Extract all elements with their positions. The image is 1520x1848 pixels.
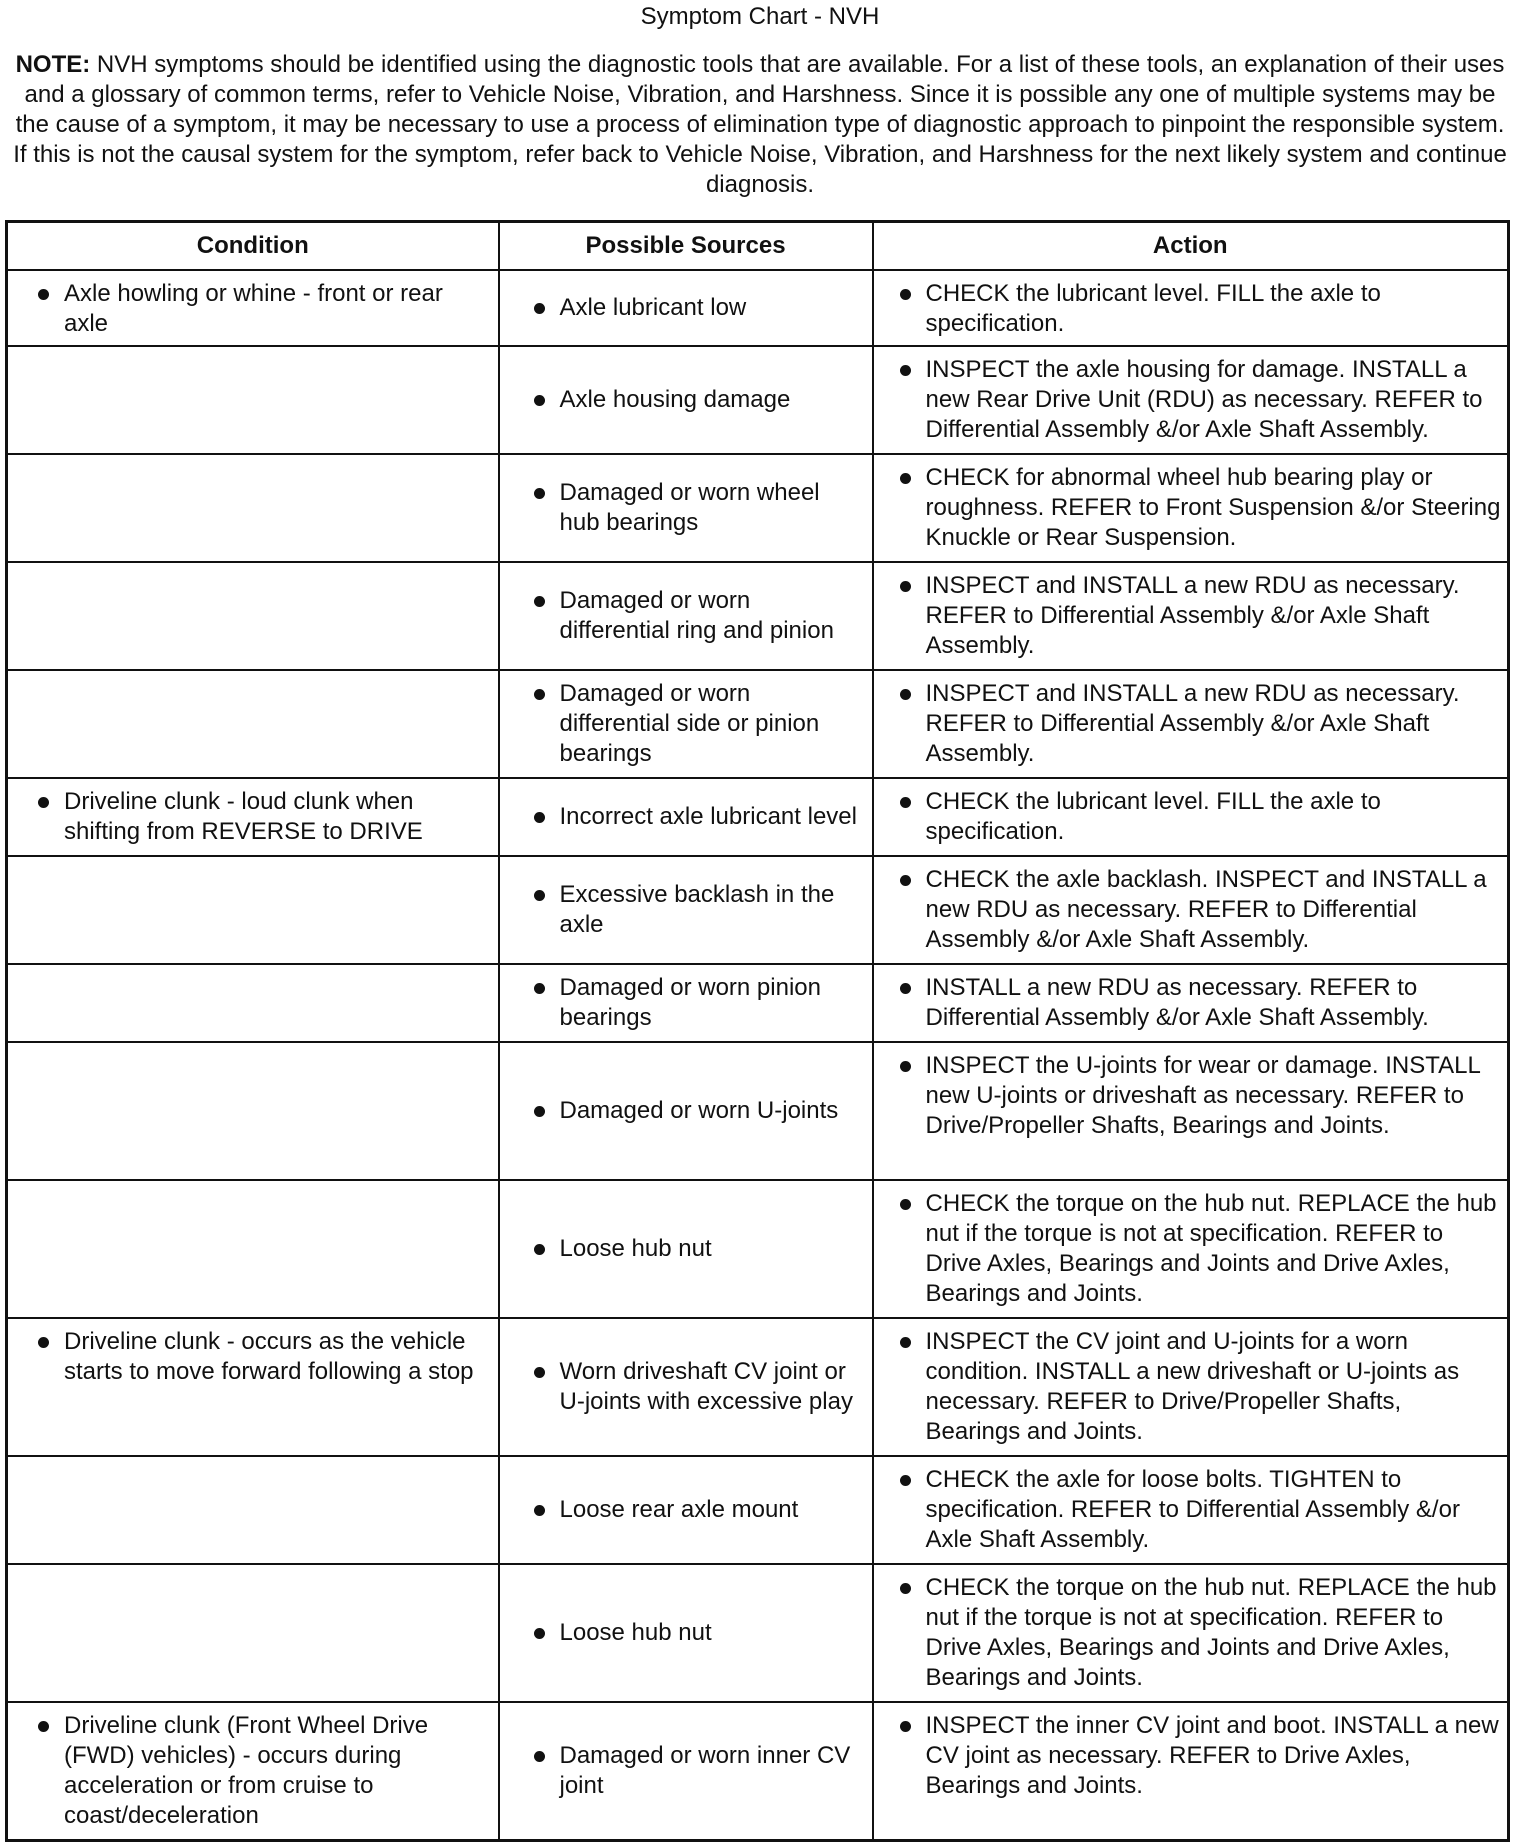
bullet-item — [894, 1573, 1502, 1693]
source-text: Incorrect axle lubricant level — [559, 803, 857, 830]
bullet-icon — [534, 395, 545, 406]
header-condition: Condition — [7, 222, 499, 271]
bullet-icon — [534, 689, 545, 700]
bullet-item — [528, 802, 866, 832]
source-text: Worn driveshaft CV joint or U-joints with excessive play — [559, 1358, 853, 1415]
bullet-icon — [534, 596, 545, 607]
bullet-item — [528, 293, 866, 323]
bullet-item — [528, 1618, 866, 1648]
bullet-icon — [900, 983, 911, 994]
bullet-icon — [534, 812, 545, 823]
action-cell — [873, 1564, 1509, 1702]
condition-text: Driveline clunk (Front Wheel Drive (FWD) vehicles) - occurs during acceleration or from cruise to coast/deceleration — [64, 1712, 429, 1829]
bullet-icon — [534, 890, 545, 901]
source-cell — [499, 778, 873, 856]
condition-cell — [7, 1042, 499, 1180]
bullet-icon — [900, 1583, 911, 1594]
source-text: Loose hub nut — [559, 1235, 712, 1262]
table-row — [7, 1702, 1509, 1840]
bullet-icon — [900, 473, 911, 484]
action-text: INSPECT the inner CV joint and boot. INSTALL a new CV joint as necessary. REFER to Drive Axles, Bearings and Joints. — [925, 1712, 1499, 1799]
condition-cell — [7, 1318, 499, 1456]
bullet-icon — [900, 365, 911, 376]
bullet-icon — [534, 983, 545, 994]
bullet-icon — [534, 1628, 545, 1639]
table-row — [7, 1564, 1509, 1702]
bullet-icon — [534, 1244, 545, 1255]
bullet-item — [528, 478, 866, 538]
bullet-icon — [534, 1367, 545, 1378]
action-text: CHECK the axle backlash. INSPECT and INSTALL a new RDU as necessary. REFER to Differential Assembly &/or Axle Shaft Assembly. — [925, 866, 1487, 953]
bullet-item — [528, 586, 866, 646]
source-cell — [499, 1180, 873, 1318]
source-cell — [499, 856, 873, 964]
action-cell — [873, 670, 1509, 778]
condition-cell — [7, 562, 499, 670]
action-cell — [873, 856, 1509, 964]
source-cell — [499, 346, 873, 454]
bullet-item — [894, 1051, 1502, 1141]
action-text: INSTALL a new RDU as necessary. REFER to Differential Assembly &/or Axle Shaft Assembly. — [925, 974, 1429, 1031]
condition-cell — [7, 1456, 499, 1564]
source-cell — [499, 1318, 873, 1456]
bullet-icon — [900, 875, 911, 886]
bullet-item — [528, 1741, 866, 1801]
source-text: Loose hub nut — [559, 1619, 712, 1646]
bullet-item — [528, 1096, 866, 1126]
action-text: CHECK the lubricant level. FILL the axle to specification. — [925, 280, 1381, 337]
bullet-item — [894, 1465, 1502, 1555]
table-row — [7, 1456, 1509, 1564]
condition-text: Axle howling or whine - front or rear axle — [64, 280, 443, 337]
bullet-item — [894, 463, 1502, 553]
bullet-item — [894, 865, 1502, 955]
source-text: Damaged or worn pinion bearings — [559, 974, 821, 1031]
condition-cell — [7, 856, 499, 964]
action-cell — [873, 562, 1509, 670]
bullet-icon — [534, 1505, 545, 1516]
condition-cell — [7, 270, 499, 346]
bullet-icon — [900, 797, 911, 808]
source-text: Loose rear axle mount — [559, 1496, 799, 1523]
table-row — [7, 670, 1509, 778]
bullet-icon — [38, 797, 49, 808]
bullet-item — [528, 880, 866, 940]
source-cell — [499, 1042, 873, 1180]
bullet-item — [528, 1495, 866, 1525]
bullet-icon — [534, 488, 545, 499]
source-text: Damaged or worn differential side or pinion bearings — [559, 680, 820, 767]
bullet-icon — [38, 1721, 49, 1732]
action-cell — [873, 346, 1509, 454]
action-text: INSPECT and INSTALL a new RDU as necessary. REFER to Differential Assembly &/or Axle Shaft Assembly. — [925, 572, 1460, 659]
bullet-item — [894, 787, 1502, 847]
table-row — [7, 270, 1509, 346]
condition-cell — [7, 670, 499, 778]
action-cell — [873, 964, 1509, 1042]
source-text: Axle lubricant low — [559, 294, 747, 321]
bullet-item — [528, 973, 866, 1033]
action-text: CHECK the lubricant level. FILL the axle to specification. — [925, 788, 1381, 845]
action-text: INSPECT the CV joint and U-joints for a worn condition. INSTALL a new driveshaft or U-joints as necessary. REFER to Drive/Propeller Shafts, Bearings and Joints. — [925, 1328, 1460, 1445]
source-text: Damaged or worn wheel hub bearings — [559, 479, 820, 536]
bullet-item — [32, 1711, 492, 1831]
action-cell — [873, 1042, 1509, 1180]
note-paragraph — [10, 50, 1510, 200]
condition-cell — [7, 346, 499, 454]
table-row — [7, 1180, 1509, 1318]
source-cell — [499, 270, 873, 346]
table-row — [7, 856, 1509, 964]
table-row — [7, 562, 1509, 670]
action-text: CHECK for abnormal wheel hub bearing play or roughness. REFER to Front Suspension &/or Steering Knuckle or Rear Suspension. — [925, 464, 1501, 551]
source-text: Damaged or worn U-joints — [559, 1097, 839, 1124]
source-text: Axle housing damage — [559, 386, 791, 413]
header-action: Action — [873, 222, 1509, 271]
action-cell — [873, 1456, 1509, 1564]
bullet-item — [32, 1327, 492, 1387]
source-text: Damaged or worn inner CV joint — [559, 1741, 851, 1799]
condition-text: Driveline clunk - loud clunk when shifting from REVERSE to DRIVE — [64, 788, 423, 845]
table-body — [7, 270, 1509, 1840]
source-cell — [499, 1456, 873, 1564]
bullet-item — [894, 1711, 1502, 1801]
bullet-item — [894, 355, 1502, 445]
bullet-icon — [900, 581, 911, 592]
action-cell — [873, 1318, 1509, 1456]
symptom-table — [5, 220, 1510, 1842]
condition-cell — [7, 778, 499, 856]
bullet-icon — [534, 1106, 545, 1117]
bullet-item — [32, 279, 492, 339]
condition-cell — [7, 1702, 499, 1840]
table-row — [7, 1318, 1509, 1456]
source-cell — [499, 562, 873, 670]
bullet-icon — [900, 689, 911, 700]
source-text: Excessive backlash in the axle — [559, 881, 835, 938]
table-header-row — [7, 222, 1509, 271]
bullet-item — [894, 1327, 1502, 1447]
source-cell — [499, 454, 873, 562]
header-possible-sources: Possible Sources — [499, 222, 873, 271]
bullet-icon — [38, 289, 49, 300]
bullet-item — [528, 679, 866, 769]
bullet-item — [528, 385, 866, 415]
table-row — [7, 778, 1509, 856]
condition-cell — [7, 1564, 499, 1702]
table-row — [7, 454, 1509, 562]
condition-cell — [7, 1180, 499, 1318]
bullet-item — [32, 787, 492, 847]
action-text: CHECK the axle for loose bolts. TIGHTEN to specification. REFER to Differential Assembly &/or Axle Shaft Assembly. — [925, 1466, 1460, 1553]
source-text: Damaged or worn differential ring and pinion — [559, 587, 834, 644]
table-row — [7, 1042, 1509, 1180]
table-row — [7, 964, 1509, 1042]
action-cell — [873, 778, 1509, 856]
action-cell — [873, 270, 1509, 346]
bullet-icon — [900, 1061, 911, 1072]
action-text: CHECK the torque on the hub nut. REPLACE the hub nut if the torque is not at specification. REFER to Drive Axles, Bearings and Joints and Drive Axles, Bearings and Joints. — [925, 1574, 1497, 1691]
action-text: INSPECT and INSTALL a new RDU as necessary. REFER to Differential Assembly &/or Axle Shaft Assembly. — [925, 680, 1460, 767]
bullet-icon — [900, 1337, 911, 1348]
source-cell — [499, 670, 873, 778]
bullet-icon — [38, 1337, 49, 1348]
table-row — [7, 346, 1509, 454]
source-cell — [499, 964, 873, 1042]
bullet-item — [894, 571, 1502, 661]
bullet-item — [528, 1234, 866, 1264]
condition-cell — [7, 454, 499, 562]
bullet-icon — [900, 1199, 911, 1210]
action-cell — [873, 1180, 1509, 1318]
note-text: NVH symptoms should be identified using the diagnostic tools that are available. For a list of these tools, an explanation of their uses and a glossary of common terms, refer to Vehicle Noise, Vibration, and Harshness. Since it is possible any one of multiple systems may be the cause of a symptom, it may be necessary to use a process of elimination type of diagnostic approach to pinpoint the responsible system. If this is not the causal system for the symptom, refer back to Vehicle Noise, Vibration, and Harshness for the next likely system and continue diagnosis. — [13, 51, 1507, 198]
bullet-icon — [534, 1751, 545, 1762]
note-label: NOTE: — [15, 51, 91, 78]
bullet-item — [894, 1189, 1502, 1309]
bullet-icon — [534, 303, 545, 314]
bullet-icon — [900, 1721, 911, 1732]
bullet-icon — [900, 289, 911, 300]
action-text: INSPECT the U-joints for wear or damage. INSTALL new U-joints or driveshaft as necessary. REFER to Drive/Propeller Shafts, Bearings and Joints. — [925, 1052, 1480, 1139]
bullet-item — [528, 1357, 866, 1417]
action-text: CHECK the torque on the hub nut. REPLACE the hub nut if the torque is not at specification. REFER to Drive Axles, Bearings and Joints and Drive Axles, Bearings and Joints. — [925, 1190, 1497, 1307]
condition-cell — [7, 964, 499, 1042]
source-cell — [499, 1564, 873, 1702]
bullet-item — [894, 679, 1502, 769]
condition-text: Driveline clunk - occurs as the vehicle starts to move forward following a stop — [64, 1328, 474, 1385]
bullet-item — [894, 279, 1502, 339]
bullet-item — [894, 973, 1502, 1033]
page-title: Symptom Chart - NVH — [640, 3, 880, 30]
action-text: INSPECT the axle housing for damage. INSTALL a new Rear Drive Unit (RDU) as necessary. REFER to Differential Assembly &/or Axle Shaft Assembly. — [925, 356, 1483, 443]
source-cell — [499, 1702, 873, 1840]
action-cell — [873, 454, 1509, 562]
bullet-icon — [900, 1475, 911, 1486]
action-cell — [873, 1702, 1509, 1840]
